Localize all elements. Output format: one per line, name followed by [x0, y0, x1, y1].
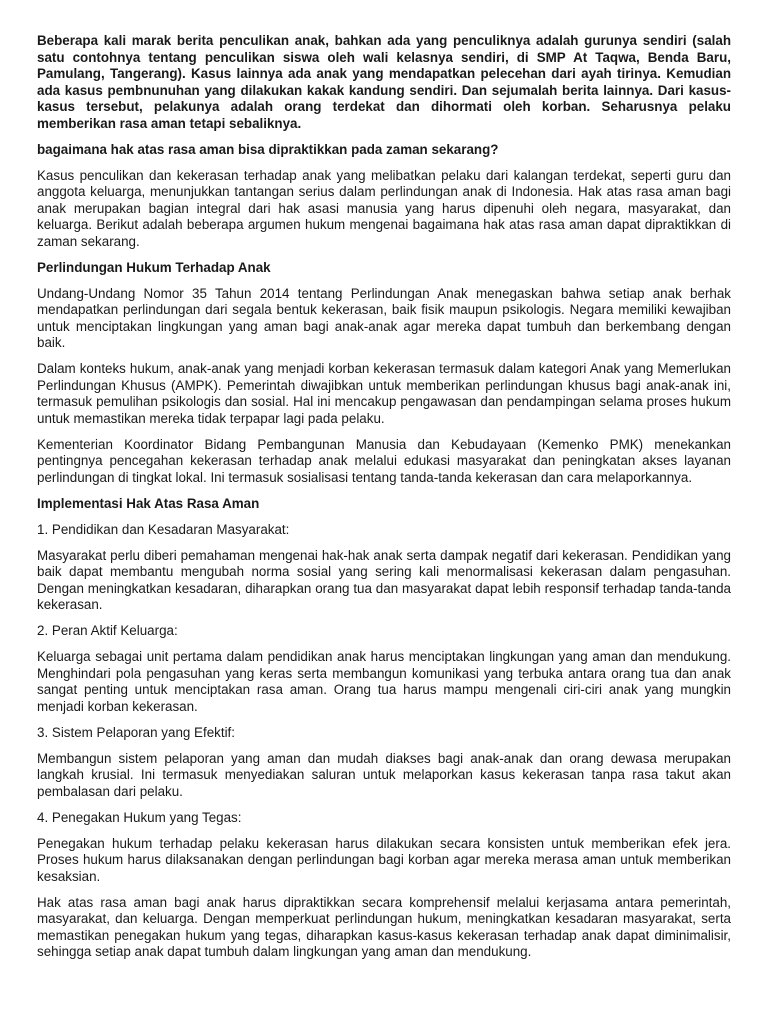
- intro-paragraph: Beberapa kali marak berita penculikan anak, bahkan ada yang penculiknya adalah gurunya sendiri (salah satu contohnya tentang penculikan siswa oleh wali kelasnya sendiri, di SMP At Taqwa, Benda Baru, Pamulang, Tangerang). Kasus lainnya ada anak yang mendapatkan pelecehan dari ayah tirinya. Kemudian ada kasus pembnunuhan yang dilakukan kakak kandung sendiri. Dan sejumalah berita lainnya. Dari kasus-kasus tersebut, pelakunya adalah orang terdekat dan dihormati oleh korban. Seharusnya pelaku memberikan rasa aman tetapi sebaliknya.: [37, 33, 731, 131]
- legal-protection-paragraph-3: Kementerian Koordinator Bidang Pembangunan Manusia dan Kebudayaan (Kemenko PMK) menekankan pentingnya pencegahan kekerasan terhadap anak melalui edukasi masyarakat dan peningkatan akses layanan perlindungan di tingkat lokal. Ini termasuk sosialisasi tentang tanda-tanda kekerasan dan cara melaporkannya.: [37, 436, 731, 485]
- answer-intro-paragraph: Kasus penculikan dan kekerasan terhadap anak yang melibatkan pelaku dari kalangan terdekat, seperti guru dan anggota keluarga, menunjukkan tantangan serius dalam perlindungan anak di Indonesia. Hak atas rasa aman bagi anak merupakan bagian integral dari hak asasi manusia yang harus dipenuhi oleh negara, masyarakat, dan keluarga. Berikut adalah beberapa argumen hukum mengenai bagaimana hak atas rasa aman dapat dipraktikkan di zaman sekarang.: [37, 167, 731, 249]
- item-title-4: 4. Penegakan Hukum yang Tegas:: [37, 809, 242, 825]
- section-heading-legal-protection: Perlindungan Hukum Terhadap Anak: [37, 259, 271, 275]
- section-heading-implementation: Implementasi Hak Atas Rasa Aman: [37, 495, 260, 511]
- item-body-3: Membangun sistem pelaporan yang aman dan mudah diakses bagi anak-anak dan orang dewasa merupakan langkah krusial. Ini termasuk menyediakan saluran untuk melaporkan kasus kekerasan tanpa rasa takut akan pembalasan dari pelaku.: [37, 750, 731, 799]
- item-body-1: Masyarakat perlu diberi pemahaman mengenai hak-hak anak serta dampak negatif dari kekerasan. Pendidikan yang baik dapat membantu mengubah norma sosial yang sering kali menormalisasi kekerasan dalam pengasuhan. Dengan meningkatkan kesadaran, diharapkan orang tua dan masyarakat dapat lebih responsif terhadap tanda-tanda kekerasan.: [37, 547, 731, 612]
- item-body-4: Penegakan hukum terhadap pelaku kekerasan harus dilakukan secara konsisten untuk memberikan efek jera. Proses hukum harus dilaksanakan dengan perlindungan bagi korban agar mereka merasa aman untuk memberikan kesaksian.: [37, 835, 731, 884]
- legal-protection-paragraph-1: Undang-Undang Nomor 35 Tahun 2014 tentang Perlindungan Anak menegaskan bahwa setiap anak berhak mendapatkan perlindungan dari segala bentuk kekerasan, baik fisik maupun psikologis. Negara memiliki kewajiban untuk menciptakan lingkungan yang aman bagi anak-anak agar mereka dapat tumbuh dan berkembang dengan baik.: [37, 285, 731, 350]
- item-title-3: 3. Sistem Pelaporan yang Efektif:: [37, 724, 235, 740]
- item-body-2: Keluarga sebagai unit pertama dalam pendidikan anak harus menciptakan lingkungan yang aman dan mendukung. Menghindari pola pengasuhan yang keras serta membangun komunikasi yang terbuka antara orang tua dan anak sangat penting untuk menciptakan rasa aman. Orang tua harus mampu mengenali ciri-ciri anak yang mungkin menjadi korban kekerasan.: [37, 649, 731, 714]
- question-heading: bagaimana hak atas rasa aman bisa dipraktikkan pada zaman sekarang?: [37, 141, 499, 157]
- conclusion-paragraph: Hak atas rasa aman bagi anak harus dipraktikkan secara komprehensif melalui kerjasama antara pemerintah, masyarakat, dan keluarga. Dengan memperkuat perlindungan hukum, meningkatkan kesadaran masyarakat, serta memastikan penegakan hukum yang tegas, diharapkan kasus-kasus kekerasan terhadap anak dapat diminimalisir, sehingga setiap anak dapat tumbuh dalam lingkungan yang aman dan mendukung.: [37, 894, 731, 959]
- document-page: [37, 33, 731, 970]
- item-title-1: 1. Pendidikan dan Kesadaran Masyarakat:: [37, 521, 290, 537]
- item-title-2: 2. Peran Aktif Keluarga:: [37, 623, 178, 638]
- legal-protection-paragraph-2: Dalam konteks hukum, anak-anak yang menjadi korban kekerasan termasuk dalam kategori Anak yang Memerlukan Perlindungan Khusus (AMPK). Pemerintah diwajibkan untuk memberikan perlindungan khusus bagi anak-anak ini, termasuk pemulihan psikologis dan sosial. Hal ini mencakup pengawasan dan pendampingan selama proses hukum untuk memastikan mereka tidak terpapar lagi pada pelaku.: [37, 361, 731, 426]
